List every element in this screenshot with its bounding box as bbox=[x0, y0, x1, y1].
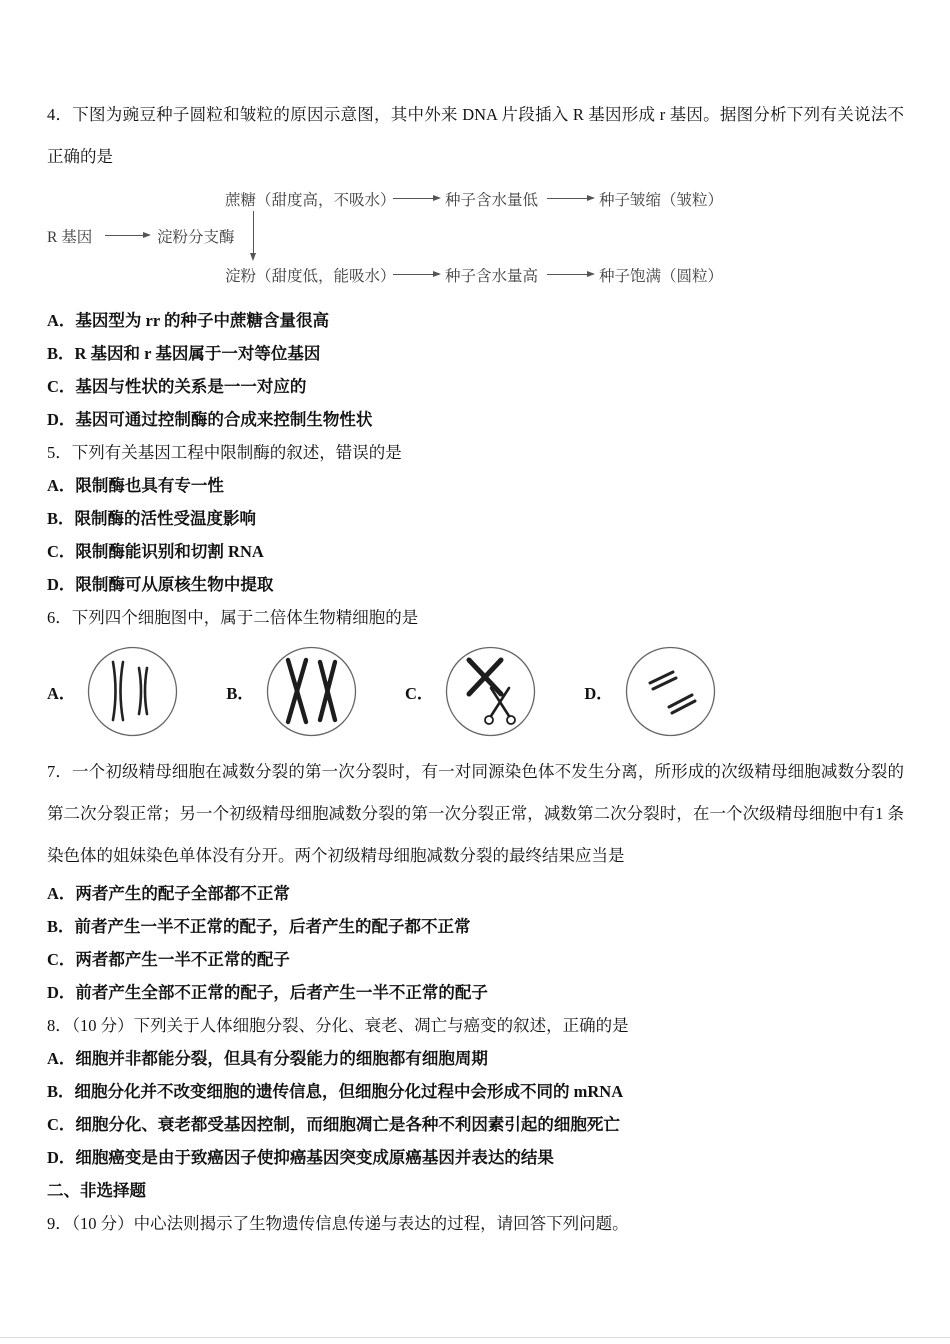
cell-a-figure bbox=[85, 644, 180, 739]
cell-c-figure bbox=[443, 644, 538, 739]
diagram-label-enzyme: 淀粉分支酶 bbox=[157, 229, 235, 246]
question-7-option-b: B．前者产生一半不正常的配子，后者产生的配子都不正常 bbox=[47, 917, 471, 936]
diagram-label-r-gene: R 基因 bbox=[47, 229, 93, 246]
diagram-label-seed-high-water: 种子含水量高 bbox=[445, 268, 539, 285]
cell-a-label: A． bbox=[47, 683, 76, 703]
diagram-label-seed-full: 种子饱满（圆粒） bbox=[599, 268, 724, 285]
question-8-option-a: A．细胞并非都能分裂，但具有分裂能力的细胞都有细胞周期 bbox=[47, 1049, 488, 1068]
cell-b-figure bbox=[264, 644, 359, 739]
question-4-option-a: A．基因型为 rr 的种子中蔗糖含量很高 bbox=[47, 311, 330, 330]
question-9-stem: 9．（10 分）中心法则揭示了生物遗传信息传递与表达的过程，请回答下列问题。 bbox=[47, 1214, 629, 1233]
question-8-option-b: B．细胞分化并不改变细胞的遗传信息，但细胞分化过程中会形成不同的 mRNA bbox=[47, 1082, 624, 1101]
arrow-right-icon bbox=[105, 235, 149, 236]
section-2-title: 二、非选择题 bbox=[47, 1181, 146, 1200]
question-4-option-c: C．基因与性状的关系是一一对应的 bbox=[47, 377, 307, 396]
cell-option-b bbox=[226, 644, 359, 739]
question-5-option-c: C．限制酶能识别和切割 RNA bbox=[47, 542, 264, 561]
diagram-label-sucrose: 蔗糖（甜度高，不吸水） bbox=[225, 192, 396, 209]
arrow-down-icon bbox=[253, 211, 254, 259]
cell-b-label: B． bbox=[226, 683, 254, 703]
question-4-option-d: D．基因可通过控制酶的合成来控制生物性状 bbox=[47, 410, 373, 429]
cell-option-d bbox=[584, 644, 717, 739]
question-5-stem: 5．下列有关基因工程中限制酶的叙述，错误的是 bbox=[47, 443, 402, 462]
question-8-stem: 8．（10 分）下列关于人体细胞分裂、分化、衰老、凋亡与癌变的叙述，正确的是 bbox=[47, 1016, 629, 1035]
arrow-right-icon bbox=[547, 198, 593, 199]
question-7-stem: 7．一个初级精母细胞在减数分裂的第一次分裂时，有一对同源染色体不发生分离，所形成的次级精母细胞减数分裂的第二次分裂正常；另一个初级精母细胞减数分裂的第一次分裂正常，减数第二次分裂时，在一个次级精母细胞中有1 条染色体的姐妹染色单体没有分开。两个初级精母细胞减数分裂的最终结果应当是 bbox=[47, 762, 904, 865]
cell-option-c bbox=[405, 644, 538, 739]
question-6-figures bbox=[47, 644, 904, 739]
cell-d-figure bbox=[623, 644, 718, 739]
question-6-stem: 6．下列四个细胞图中，属于二倍体生物精细胞的是 bbox=[47, 608, 419, 627]
question-8-option-d: D．细胞癌变是由于致癌因子使抑癌基因突变成原癌基因并表达的结果 bbox=[47, 1148, 554, 1167]
question-5-option-d: D．限制酶可从原核生物中提取 bbox=[47, 575, 274, 594]
question-4-option-b: B．R 基因和 r 基因属于一对等位基因 bbox=[47, 344, 321, 363]
question-7-option-a: A．两者产生的配子全部都不正常 bbox=[47, 884, 290, 903]
diagram-label-seed-low-water: 种子含水量低 bbox=[445, 192, 539, 209]
arrow-right-icon bbox=[547, 274, 593, 275]
question-4-stem: 4．下图为豌豆种子圆粒和皱粒的原因示意图，其中外来 DNA 片段插入 R 基因形成 r 基因。据图分析下列有关说法不正确的是 bbox=[47, 105, 904, 166]
cell-option-a bbox=[47, 644, 180, 739]
question-5-option-b: B．限制酶的活性受温度影响 bbox=[47, 509, 257, 528]
question-8-option-c: C．细胞分化、衰老都受基因控制，而细胞凋亡是各种不利因素引起的细胞死亡 bbox=[47, 1115, 620, 1134]
diagram-label-seed-wrinkled: 种子皱缩（皱粒） bbox=[599, 192, 724, 209]
arrow-right-icon bbox=[393, 274, 439, 275]
question-7-option-d: D．前者产生全部不正常的配子，后者产生一半不正常的配子 bbox=[47, 983, 488, 1002]
cell-d-label: D． bbox=[584, 683, 613, 703]
question-5-option-a: A．限制酶也具有专一性 bbox=[47, 476, 224, 495]
question-4-diagram bbox=[47, 188, 904, 292]
arrow-right-icon bbox=[393, 198, 439, 199]
diagram-label-starch: 淀粉（甜度低，能吸水） bbox=[225, 268, 396, 285]
question-7-option-c: C．两者都产生一半不正常的配子 bbox=[47, 950, 290, 969]
cell-c-label: C． bbox=[404, 683, 434, 703]
page-bottom-edge bbox=[0, 1337, 950, 1338]
